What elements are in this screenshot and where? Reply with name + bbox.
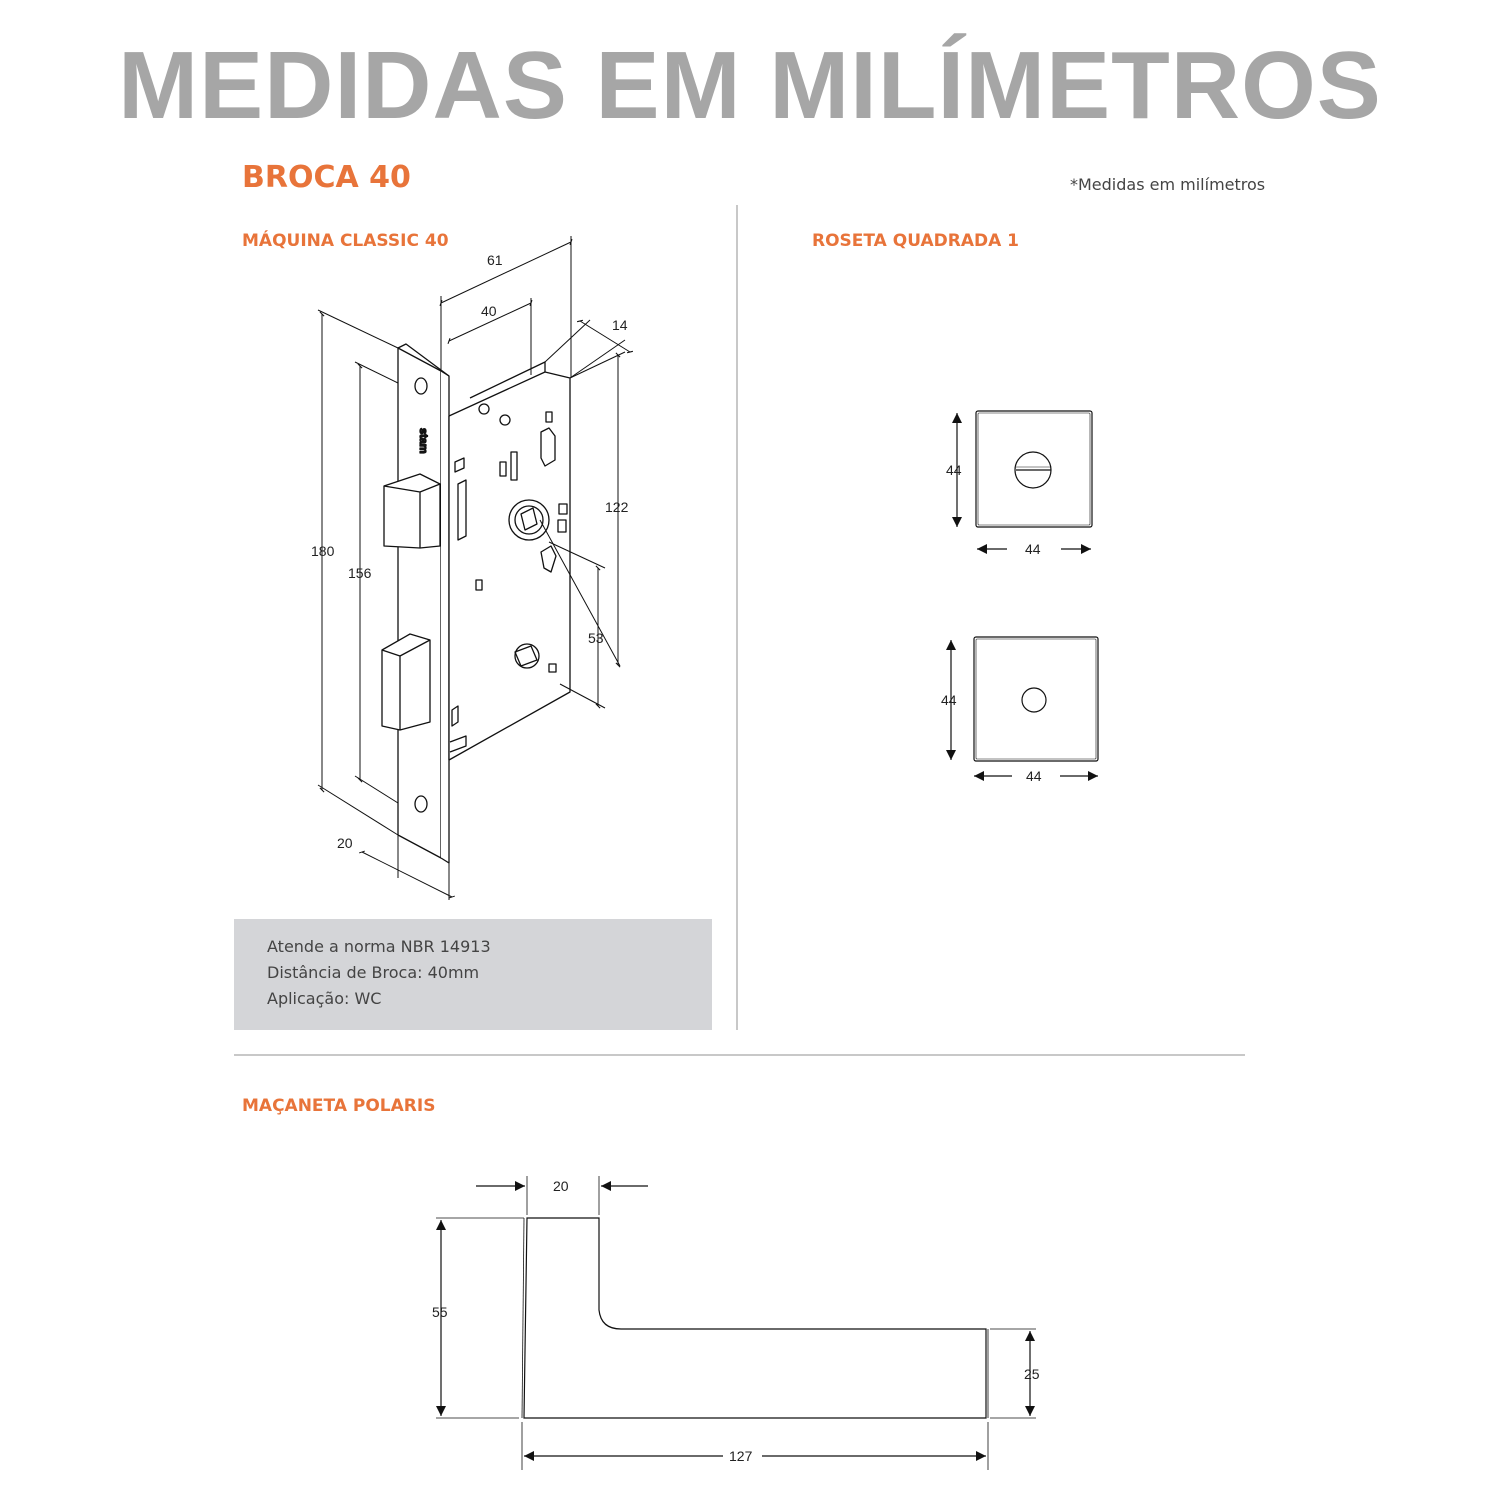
rosette-top-width: 44: [1025, 541, 1041, 557]
spec-norm: Atende a norma NBR 14913: [267, 937, 491, 956]
handle-title: MAÇANETA POLARIS: [242, 1096, 436, 1116]
broca-title: BROCA 40: [242, 160, 411, 195]
brand-mark: stam: [417, 428, 429, 454]
handle-dim-127: 127: [729, 1448, 753, 1464]
spec-backset: Distância de Broca: 40mm: [267, 963, 480, 982]
rosette-top: [957, 411, 1092, 549]
latch-bolt: [384, 474, 440, 548]
handle-dim-25: 25: [1024, 1366, 1040, 1382]
lock-title: MÁQUINA CLASSIC 40: [242, 231, 449, 251]
dim-40-backset: 40: [481, 303, 497, 319]
rosette-top-square: [976, 411, 1092, 527]
handle-outline: [524, 1218, 986, 1418]
dim-20-faceplate: 20: [337, 835, 353, 851]
dim-14: 14: [612, 317, 628, 333]
lock-drawing: [382, 344, 570, 863]
dim-156: 156: [348, 565, 372, 581]
rosette-bottom-square: [974, 637, 1098, 761]
handle-dim-20: 20: [553, 1178, 569, 1194]
rosette-top-height: 44: [946, 462, 962, 478]
spec-application: Aplicação: WC: [267, 989, 382, 1008]
rosette-bottom-hole: [1022, 688, 1046, 712]
lock-case: [449, 372, 570, 760]
rosette-bottom: [951, 637, 1098, 776]
lock-faceplate: [398, 348, 441, 858]
rosette-title: ROSETA QUADRADA 1: [812, 231, 1020, 251]
dim-180: 180: [311, 543, 335, 559]
page-title: MEDIDAS EM MILÍMETROS: [118, 32, 1382, 139]
handle-drawing: [436, 1176, 1036, 1470]
rosette-bottom-height: 44: [941, 692, 957, 708]
handle-dim-55: 55: [432, 1304, 448, 1320]
dim-53: 53: [588, 630, 604, 646]
dim-122: 122: [605, 499, 629, 515]
rosette-bottom-width: 44: [1026, 768, 1042, 784]
dead-bolt: [382, 634, 430, 730]
dim-61: 61: [487, 252, 503, 268]
units-note: *Medidas em milímetros: [1070, 175, 1266, 194]
